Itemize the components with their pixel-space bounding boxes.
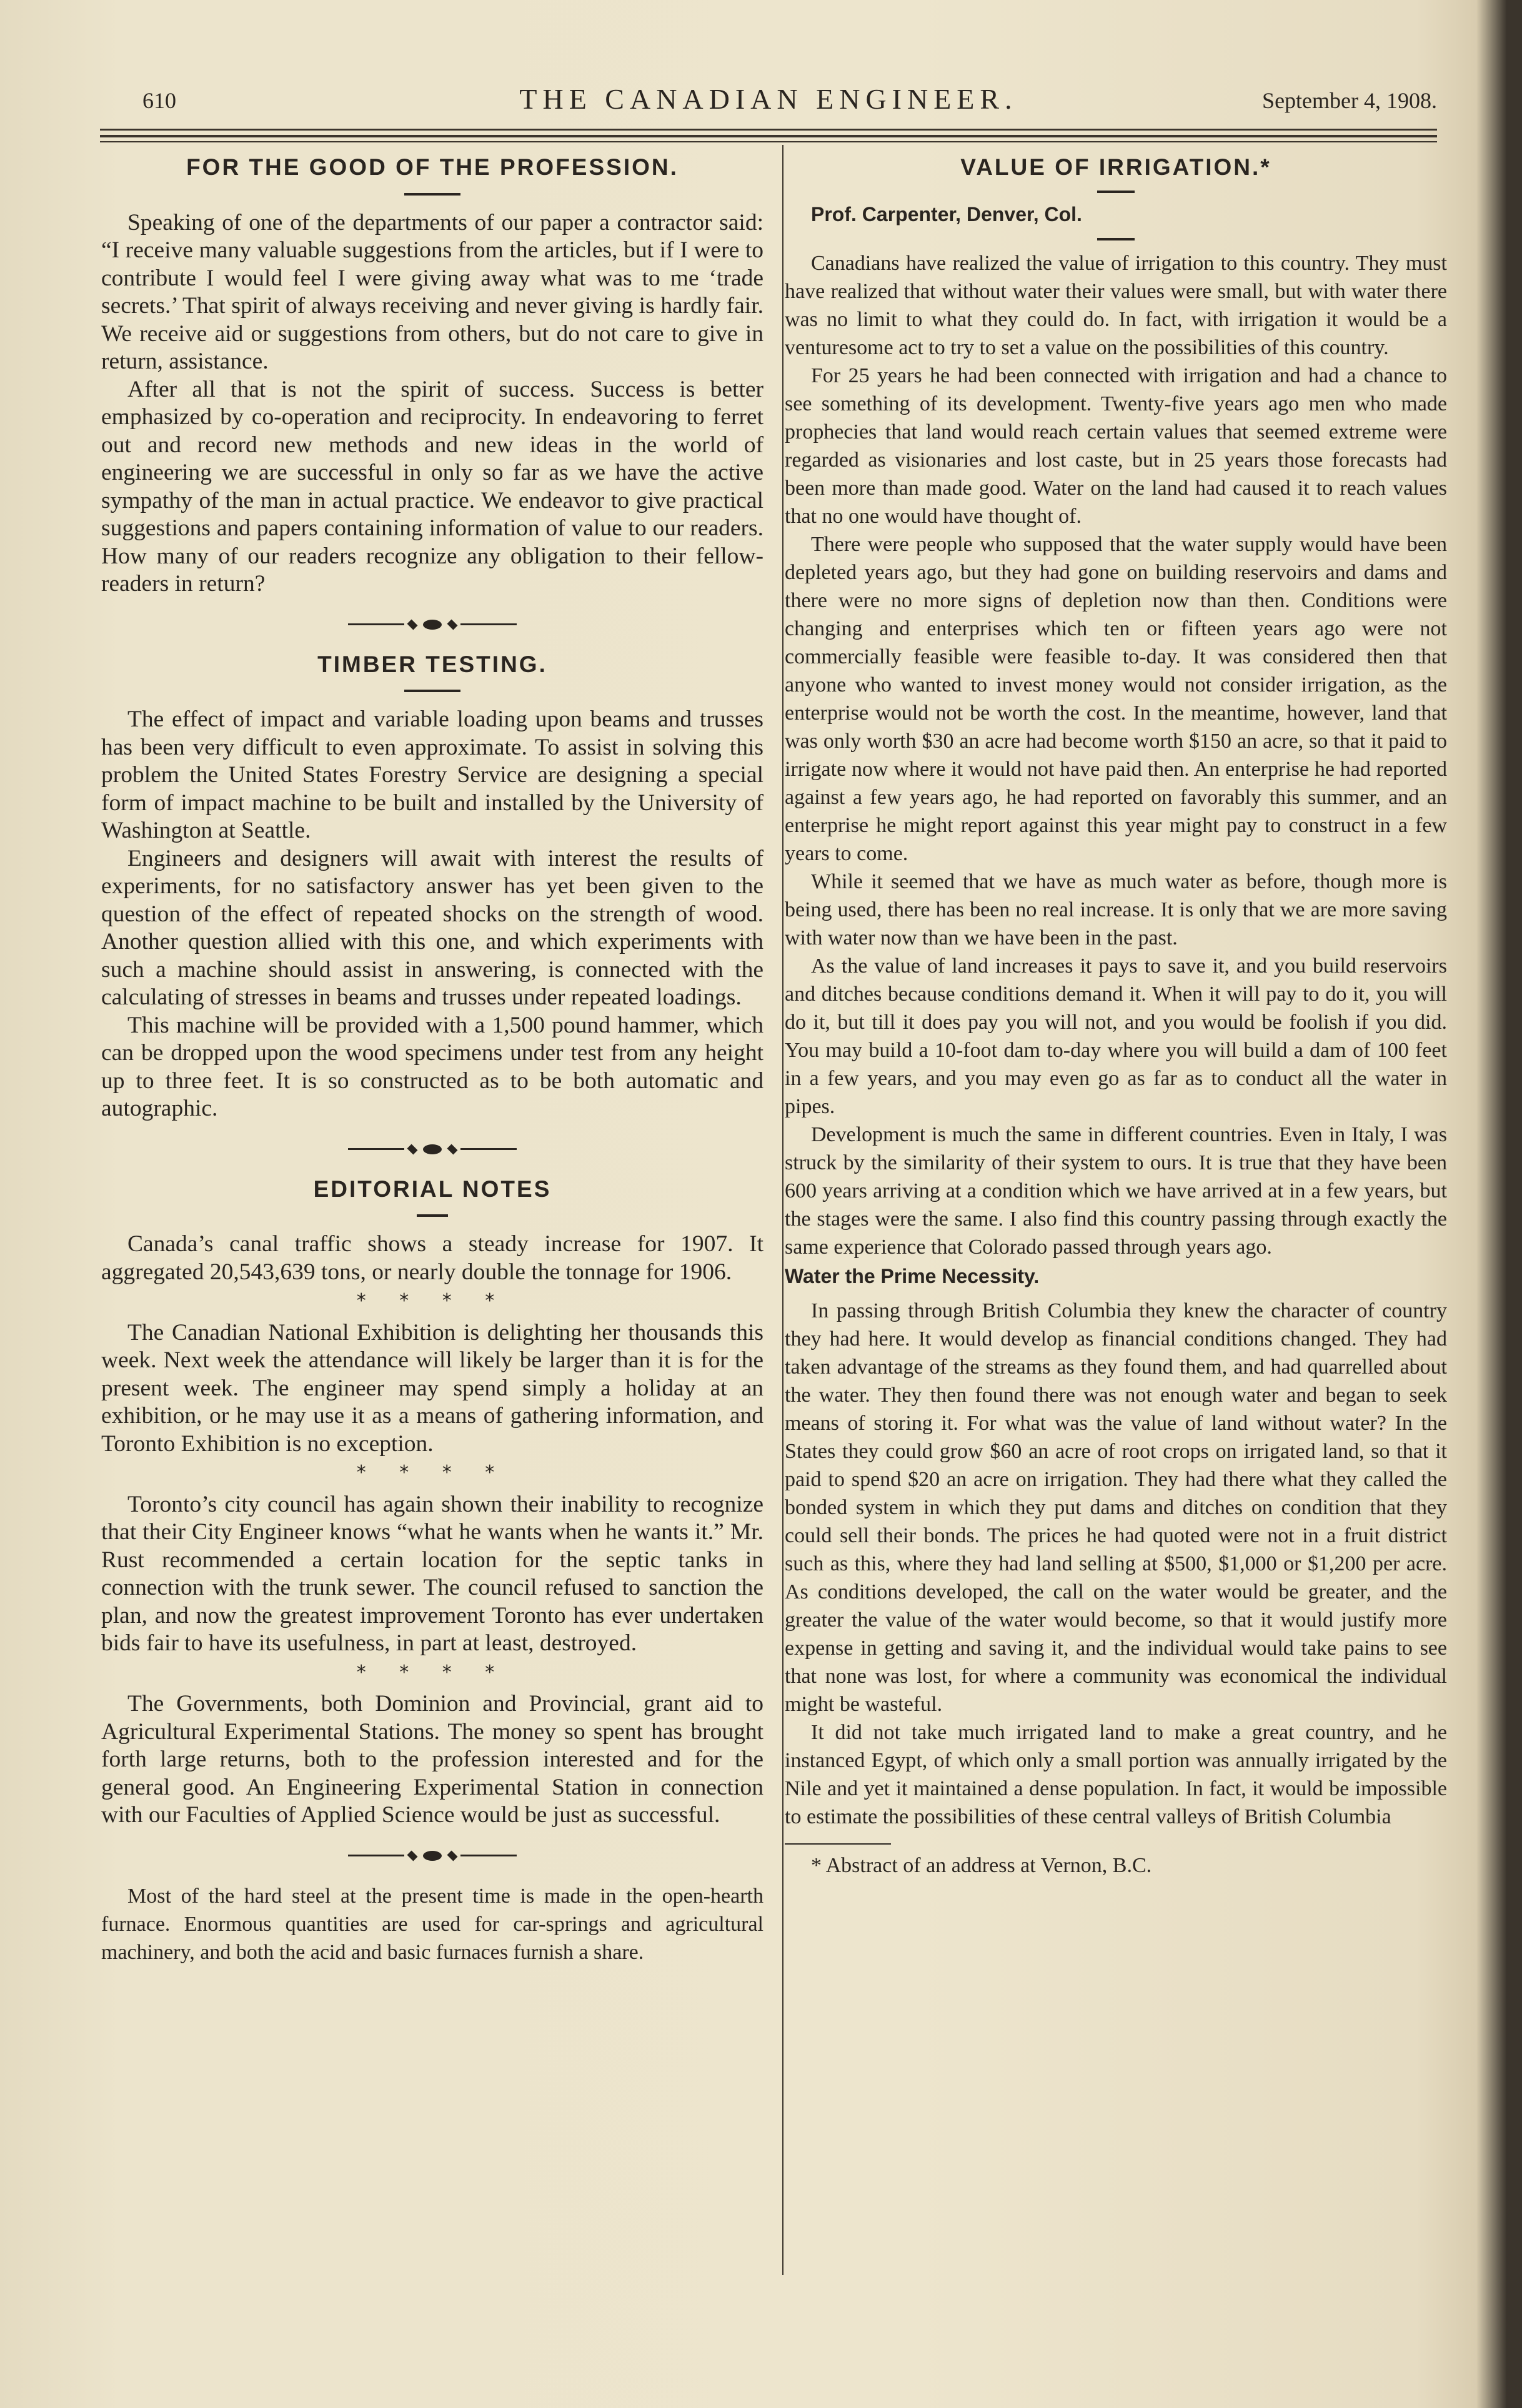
editorial-notes xyxy=(101,1176,763,1830)
author-byline: Prof. Carpenter, Denver, Col. xyxy=(811,202,1082,225)
journal-title: THE CANADIAN ENGINEER. xyxy=(519,83,1018,115)
section-title: EDITORIAL NOTES xyxy=(313,1176,552,1202)
paragraph: While it seemed that we have as much water as before, though more is being used, there has been no real increase. It is only that we are more saving with water now than we have been in the past. xyxy=(785,870,1447,949)
page-number: 610 xyxy=(142,88,176,113)
article-title: FOR THE GOOD OF THE PROFESSION. xyxy=(186,154,679,180)
section-ornament xyxy=(101,620,763,630)
title-rule xyxy=(1097,191,1135,193)
paragraph: For 25 years he had been connected with irrigation and had a chance to see something of its development. Twenty-five years ago men who made prophecies that land would reach certain values that seemed extreme were regarded as visionaries and lost caste, but in 25 years those forecasts had been more than made good. Water on the land had caused it to reach values that no one would have thought of. xyxy=(785,364,1447,528)
editorial-note: The Governments, both Dominion and Provincial, grant aid to Agricultural Experimental Stations. The money so spent has brought forth large returns, both to the profession interested and for the general good. An Engineering Experimental Station in connection with our Faculties of Applied Science would be just as successful. xyxy=(101,1691,763,1828)
left-column xyxy=(101,154,763,1966)
byline-rule xyxy=(1097,238,1135,240)
paragraph: After all that is not the spirit of success. Success is better emphasized by co-operation and reciprocity. In endeavoring to ferret out and record new methods and new ideas in the world of engineering we are successful in only so far as we have the active sympathy of the man in actual practice. We endeavor to give practical suggestions and papers containing information of value to our readers. How many of our readers recognize any obligation to their fellow-readers in return? xyxy=(101,376,763,597)
paragraph: It did not take much irrigated land to make a great country, and he instanced Egypt, of which only a small portion was annually irrigated by the Nile and yet it maintained a dense population. In fact, it would be impossible to estimate the possibilities of these central valleys of British Columbia xyxy=(785,1720,1447,1828)
paragraph: This machine will be provided with a 1,500 pound hammer, which can be dropped upon the wood specimens under test from any height up to three feet. It is so constructed as to be both automatic and autographic. xyxy=(101,1012,763,1121)
section-ornament xyxy=(101,1144,763,1154)
title-rule xyxy=(404,690,460,692)
footnote: * Abstract of an address at Vernon, B.C. xyxy=(811,1853,1152,1877)
paragraph: There were people who supposed that the water supply would have been depleted years ago, but they had gone on building reservoirs and dams and there were no more signs of depletion now than then. Conditions were changing and enterprises which ten or fifteen years ago were not commercially feasible were feasible to-day. It was considered then that anyone who wanted to invest money would not consider irrigation, as the enterprise would not be worth the cost. In the meantime, however, land that was only worth $30 an acre had become worth $150 an acre, so that it paid to irrigate now where it would not have paid then. An enterprise he had reported against a few years ago, he had reported on favorably this summer, and an enterprise he might report against this year might pay to construct in a few years to come. xyxy=(785,533,1447,865)
paragraph: As the value of land increases it pays to save it, and you build reservoirs and ditches because conditions demand it. When it will pay to do it, you will do it, but till it does pay you will not, and you would be foolish if you did. You may build a 10-foot dam to-day where you will build a dam of 100 feet in a few years, and you may even go as far as to conduct all the water in pipes. xyxy=(785,954,1447,1118)
paragraph: Development is much the same in different countries. Even in Italy, I was struck by the similarity of their system to ours. It is true that they have been 600 years arriving at a condition which we have arrived at in a few years, but the stages were the same. I also find this country passing through exactly the same experience that Colorado passed through years ago. xyxy=(785,1123,1447,1259)
editorial-note: Canada’s canal traffic shows a steady increase for 1907. It aggregated 20,543,639 tons, or nearly double the tonnage for 1906. xyxy=(101,1231,763,1285)
footnote-rule xyxy=(785,1843,891,1845)
article-title: TIMBER TESTING. xyxy=(317,651,547,677)
header-rule-thin xyxy=(100,129,1437,131)
note-separator: * * * * xyxy=(356,1661,509,1683)
article-profession xyxy=(101,154,763,598)
section-ornament xyxy=(101,1851,763,1861)
article-timber-testing xyxy=(101,651,763,1123)
title-rule xyxy=(404,193,460,196)
paragraph: Canadians have realized the value of irrigation to this country. They must have realized that without water their values were small, but with water there was no limit to what they could do. In fact, with irrigation it would be a venturesome act to try to set a value on the possibilities of this country. xyxy=(785,252,1447,359)
paragraph: Speaking of one of the departments of our paper a contractor said: “I receive many valuable suggestions from the articles, but if I were to contribute I would feel I were giving away what was to me ‘trade secrets.’ That spirit of always receiving and never giving is hardly fair. We receive aid or suggestions from others, but do not care to give in return, assistance. xyxy=(101,209,763,374)
title-rule xyxy=(417,1214,448,1217)
editorial-note: The Canadian National Exhibition is delighting her thousands this week. Next week the attendance will likely be larger than it is for the present week. The engineer may spend simply a holiday at an exhibition, or he may use it as a means of gathering information, and Toronto Exhibition is no exception. xyxy=(101,1319,763,1457)
steel-note: Most of the hard steel at the present time is made in the open-hearth furnace. Enormous quantities are used for car-springs and agricultural machinery, and both the acid and basic furnaces furnish a share. xyxy=(101,1884,763,1964)
header-rule-thick xyxy=(100,135,1437,137)
editorial-note: Toronto’s city council has again shown their inability to recognize that their City Engineer knows “what he wants when he wants it.” Mr. Rust recommended a certain location for the septic tanks in connection with the trunk sewer. The council refused to sanction the plan, and now the greatest improvement Toronto has ever undertaken bids fair to have its usefulness, in part at least, destroyed. xyxy=(101,1491,763,1656)
paragraph: Engineers and designers will await with interest the results of experiments, for no satisfactory answer has yet been given to the question of the effect of repeated shocks on the strength of wood. Another question allied with this one, and which experiments with such a machine should assist in answering, is connected with the calculating of stresses in beams and trusses under repeated loadings. xyxy=(101,845,763,1010)
right-column xyxy=(785,154,1447,1880)
article-title: VALUE OF IRRIGATION.* xyxy=(960,154,1271,180)
note-separator: * * * * xyxy=(356,1462,509,1484)
paragraph: In passing through British Columbia they knew the character of country they had here. It would develop as financial conditions changed. They had taken advantage of the streams as they found them, and had quarrelled about the water. They then found there was not enough water and began to seek means of storing it. For what was the value of land without water? In the States they could grow $60 an acre of root crops on irrigated land, so that it paid to spend $20 an acre on irrigation. They had there what they called the bonded system in which they put dams and ditches on condition that they could sell their bonds. The prices he had quoted were not in a fruit district such as this, where they had land selling at $500, $1,000 or $1,200 per acre. As conditions developed, the call on the water would be greater, and the greater the value of the water would become, so that it would justify more expense in getting and saving it, and the individual would take pains to see that none was lost, for where a community was economical the individual might be wasteful. xyxy=(785,1299,1447,1716)
header-rule-lower xyxy=(100,141,1437,142)
subheading: Water the Prime Necessity. xyxy=(785,1265,1040,1287)
note-separator: * * * * xyxy=(356,1290,509,1312)
column-divider xyxy=(782,145,783,2275)
issue-date: September 4, 1908. xyxy=(1262,88,1437,113)
running-header xyxy=(100,83,1437,125)
paragraph: The effect of impact and variable loading upon beams and trusses has been very difficult to even approximate. To assist in solving this problem the United States Forestry Service are designing a special form of impact machine to be built and installed by the University of Washington at Seattle. xyxy=(101,706,763,843)
